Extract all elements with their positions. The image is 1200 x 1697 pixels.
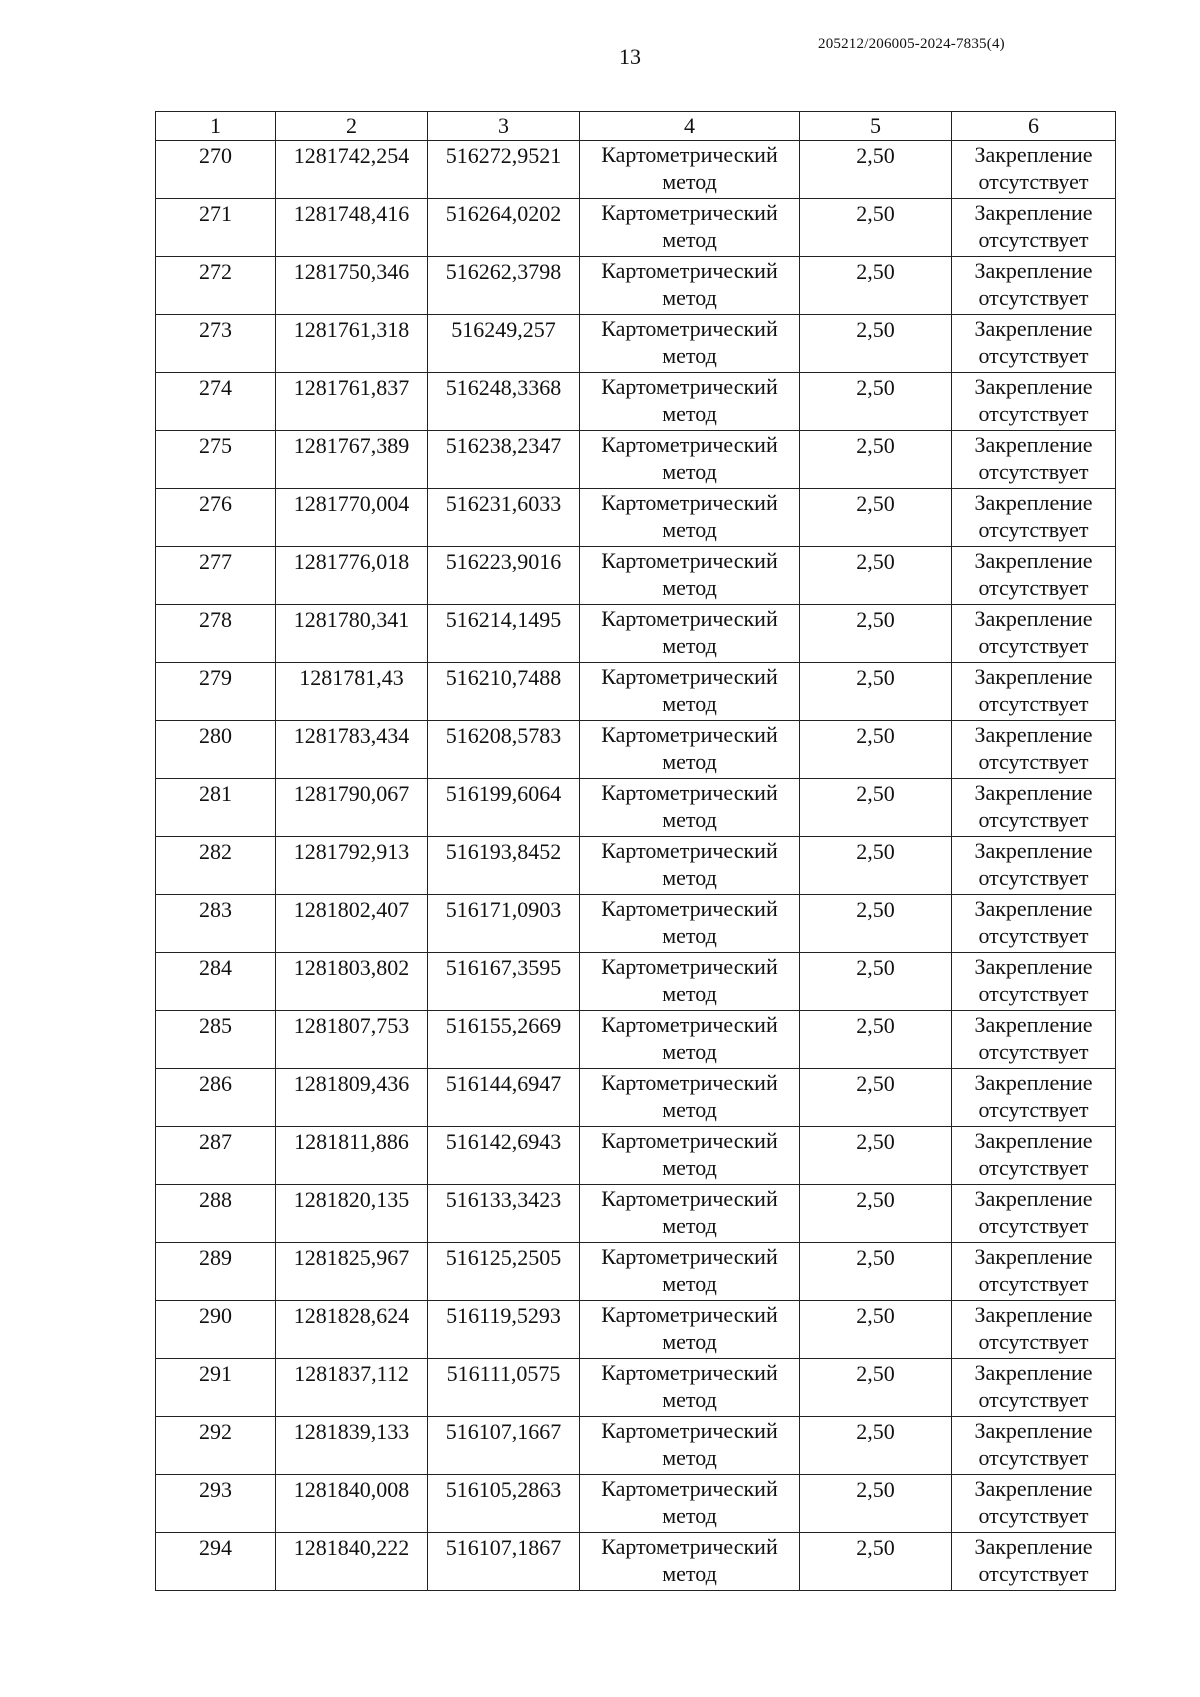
table-row [156,895,1116,953]
point-number-cell: 272 [156,257,276,315]
y-coordinate-cell: 516107,1667 [428,1417,580,1475]
accuracy-cell: 2,50 [800,721,952,779]
y-coordinate-cell: 516125,2505 [428,1243,580,1301]
method-cell: Картометрический метод [580,1533,800,1591]
point-number-cell: 274 [156,373,276,431]
method-cell: Картометрический метод [580,1475,800,1533]
x-coordinate-cell: 1281809,436 [276,1069,428,1127]
accuracy-cell: 2,50 [800,1243,952,1301]
y-coordinate-cell: 516193,8452 [428,837,580,895]
x-coordinate-cell: 1281742,254 [276,141,428,199]
method-cell: Картометрический метод [580,779,800,837]
method-cell: Картометрический метод [580,837,800,895]
fixation-cell: Закрепление отсутствует [952,1127,1116,1185]
fixation-cell: Закрепление отсутствует [952,1417,1116,1475]
fixation-cell: Закрепление отсутствует [952,315,1116,373]
table-row [156,373,1116,431]
table-row [156,547,1116,605]
table-row [156,1359,1116,1417]
accuracy-cell: 2,50 [800,373,952,431]
point-number-cell: 280 [156,721,276,779]
y-coordinate-cell: 516238,2347 [428,431,580,489]
accuracy-cell: 2,50 [800,1185,952,1243]
fixation-cell: Закрепление отсутствует [952,605,1116,663]
method-cell: Картометрический метод [580,1011,800,1069]
fixation-cell: Закрепление отсутствует [952,721,1116,779]
point-number-cell: 293 [156,1475,276,1533]
method-cell: Картометрический метод [580,315,800,373]
column-header: 6 [952,112,1116,141]
table-row [156,257,1116,315]
y-coordinate-cell: 516133,3423 [428,1185,580,1243]
x-coordinate-cell: 1281781,43 [276,663,428,721]
y-coordinate-cell: 516144,6947 [428,1069,580,1127]
accuracy-cell: 2,50 [800,315,952,373]
x-coordinate-cell: 1281792,913 [276,837,428,895]
fixation-cell: Закрепление отсутствует [952,1011,1116,1069]
y-coordinate-cell: 516119,5293 [428,1301,580,1359]
x-coordinate-cell: 1281828,624 [276,1301,428,1359]
method-cell: Картометрический метод [580,431,800,489]
fixation-cell: Закрепление отсутствует [952,431,1116,489]
x-coordinate-cell: 1281811,886 [276,1127,428,1185]
page-number: 13 [619,44,641,69]
fixation-cell: Закрепление отсутствует [952,489,1116,547]
y-coordinate-cell: 516105,2863 [428,1475,580,1533]
column-header: 2 [276,112,428,141]
x-coordinate-cell: 1281837,112 [276,1359,428,1417]
method-cell: Картометрический метод [580,663,800,721]
column-header: 4 [580,112,800,141]
x-coordinate-cell: 1281761,318 [276,315,428,373]
fixation-cell: Закрепление отсутствует [952,1185,1116,1243]
fixation-cell: Закрепление отсутствует [952,1243,1116,1301]
column-header: 5 [800,112,952,141]
method-cell: Картометрический метод [580,1069,800,1127]
table-row [156,1069,1116,1127]
point-number-cell: 287 [156,1127,276,1185]
table-row [156,431,1116,489]
table-row [156,1475,1116,1533]
table-row [156,1185,1116,1243]
accuracy-cell: 2,50 [800,1301,952,1359]
point-number-cell: 291 [156,1359,276,1417]
accuracy-cell: 2,50 [800,1417,952,1475]
fixation-cell: Закрепление отсутствует [952,837,1116,895]
x-coordinate-cell: 1281761,837 [276,373,428,431]
accuracy-cell: 2,50 [800,431,952,489]
x-coordinate-cell: 1281825,967 [276,1243,428,1301]
y-coordinate-cell: 516248,3368 [428,373,580,431]
table-row [156,721,1116,779]
table-row [156,1533,1116,1591]
fixation-cell: Закрепление отсутствует [952,1359,1116,1417]
fixation-cell: Закрепление отсутствует [952,373,1116,431]
x-coordinate-cell: 1281767,389 [276,431,428,489]
table-row [156,605,1116,663]
y-coordinate-cell: 516199,6064 [428,779,580,837]
x-coordinate-cell: 1281807,753 [276,1011,428,1069]
fixation-cell: Закрепление отсутствует [952,141,1116,199]
table-row [156,837,1116,895]
method-cell: Картометрический метод [580,489,800,547]
accuracy-cell: 2,50 [800,489,952,547]
accuracy-cell: 2,50 [800,1533,952,1591]
y-coordinate-cell: 516208,5783 [428,721,580,779]
y-coordinate-cell: 516264,0202 [428,199,580,257]
point-number-cell: 282 [156,837,276,895]
fixation-cell: Закрепление отсутствует [952,1301,1116,1359]
accuracy-cell: 2,50 [800,663,952,721]
fixation-cell: Закрепление отсутствует [952,547,1116,605]
table-row [156,1301,1116,1359]
x-coordinate-cell: 1281770,004 [276,489,428,547]
y-coordinate-cell: 516107,1867 [428,1533,580,1591]
method-cell: Картометрический метод [580,199,800,257]
fixation-cell: Закрепление отсутствует [952,895,1116,953]
y-coordinate-cell: 516249,257 [428,315,580,373]
y-coordinate-cell: 516155,2669 [428,1011,580,1069]
fixation-cell: Закрепление отсутствует [952,257,1116,315]
x-coordinate-cell: 1281783,434 [276,721,428,779]
accuracy-cell: 2,50 [800,895,952,953]
method-cell: Картометрический метод [580,1359,800,1417]
point-number-cell: 281 [156,779,276,837]
point-number-cell: 286 [156,1069,276,1127]
y-coordinate-cell: 516272,9521 [428,141,580,199]
table-row [156,1127,1116,1185]
accuracy-cell: 2,50 [800,547,952,605]
table-row [156,141,1116,199]
fixation-cell: Закрепление отсутствует [952,953,1116,1011]
column-header: 1 [156,112,276,141]
x-coordinate-cell: 1281803,802 [276,953,428,1011]
accuracy-cell: 2,50 [800,1011,952,1069]
y-coordinate-cell: 516142,6943 [428,1127,580,1185]
method-cell: Картометрический метод [580,721,800,779]
point-number-cell: 275 [156,431,276,489]
x-coordinate-cell: 1281840,222 [276,1533,428,1591]
accuracy-cell: 2,50 [800,1127,952,1185]
table-row [156,1011,1116,1069]
point-number-cell: 273 [156,315,276,373]
table-row [156,199,1116,257]
y-coordinate-cell: 516214,1495 [428,605,580,663]
accuracy-cell: 2,50 [800,837,952,895]
x-coordinate-cell: 1281780,341 [276,605,428,663]
method-cell: Картометрический метод [580,605,800,663]
point-number-cell: 284 [156,953,276,1011]
table-row [156,953,1116,1011]
accuracy-cell: 2,50 [800,1475,952,1533]
y-coordinate-cell: 516231,6033 [428,489,580,547]
point-number-cell: 283 [156,895,276,953]
point-number-cell: 285 [156,1011,276,1069]
table-row [156,315,1116,373]
point-number-cell: 294 [156,1533,276,1591]
fixation-cell: Закрепление отсутствует [952,663,1116,721]
accuracy-cell: 2,50 [800,1359,952,1417]
method-cell: Картометрический метод [580,895,800,953]
method-cell: Картометрический метод [580,1301,800,1359]
y-coordinate-cell: 516171,0903 [428,895,580,953]
fixation-cell: Закрепление отсутствует [952,1475,1116,1533]
accuracy-cell: 2,50 [800,257,952,315]
y-coordinate-cell: 516111,0575 [428,1359,580,1417]
point-number-cell: 276 [156,489,276,547]
accuracy-cell: 2,50 [800,605,952,663]
x-coordinate-cell: 1281790,067 [276,779,428,837]
fixation-cell: Закрепление отсутствует [952,1533,1116,1591]
point-number-cell: 289 [156,1243,276,1301]
method-cell: Картометрический метод [580,373,800,431]
fixation-cell: Закрепление отсутствует [952,199,1116,257]
point-number-cell: 292 [156,1417,276,1475]
fixation-cell: Закрепление отсутствует [952,1069,1116,1127]
point-number-cell: 270 [156,141,276,199]
x-coordinate-cell: 1281839,133 [276,1417,428,1475]
method-cell: Картометрический метод [580,1417,800,1475]
x-coordinate-cell: 1281820,135 [276,1185,428,1243]
accuracy-cell: 2,50 [800,779,952,837]
fixation-cell: Закрепление отсутствует [952,779,1116,837]
method-cell: Картометрический метод [580,257,800,315]
table-row [156,663,1116,721]
x-coordinate-cell: 1281840,008 [276,1475,428,1533]
table-body [156,141,1116,1591]
column-header: 3 [428,112,580,141]
method-cell: Картометрический метод [580,1185,800,1243]
accuracy-cell: 2,50 [800,953,952,1011]
method-cell: Картометрический метод [580,953,800,1011]
method-cell: Картометрический метод [580,547,800,605]
accuracy-cell: 2,50 [800,199,952,257]
table-header-row [156,112,1116,141]
y-coordinate-cell: 516210,7488 [428,663,580,721]
y-coordinate-cell: 516262,3798 [428,257,580,315]
table-row [156,489,1116,547]
table-row [156,1243,1116,1301]
x-coordinate-cell: 1281748,416 [276,199,428,257]
table-row [156,779,1116,837]
accuracy-cell: 2,50 [800,1069,952,1127]
x-coordinate-cell: 1281776,018 [276,547,428,605]
method-cell: Картометрический метод [580,1243,800,1301]
table-row [156,1417,1116,1475]
x-coordinate-cell: 1281750,346 [276,257,428,315]
method-cell: Картометрический метод [580,1127,800,1185]
point-number-cell: 278 [156,605,276,663]
x-coordinate-cell: 1281802,407 [276,895,428,953]
point-number-cell: 290 [156,1301,276,1359]
method-cell: Картометрический метод [580,141,800,199]
point-number-cell: 271 [156,199,276,257]
point-number-cell: 279 [156,663,276,721]
document-id: 205212/206005-2024-7835(4) [818,36,1005,52]
y-coordinate-cell: 516167,3595 [428,953,580,1011]
coordinates-table [155,111,1116,1591]
point-number-cell: 288 [156,1185,276,1243]
y-coordinate-cell: 516223,9016 [428,547,580,605]
point-number-cell: 277 [156,547,276,605]
accuracy-cell: 2,50 [800,141,952,199]
